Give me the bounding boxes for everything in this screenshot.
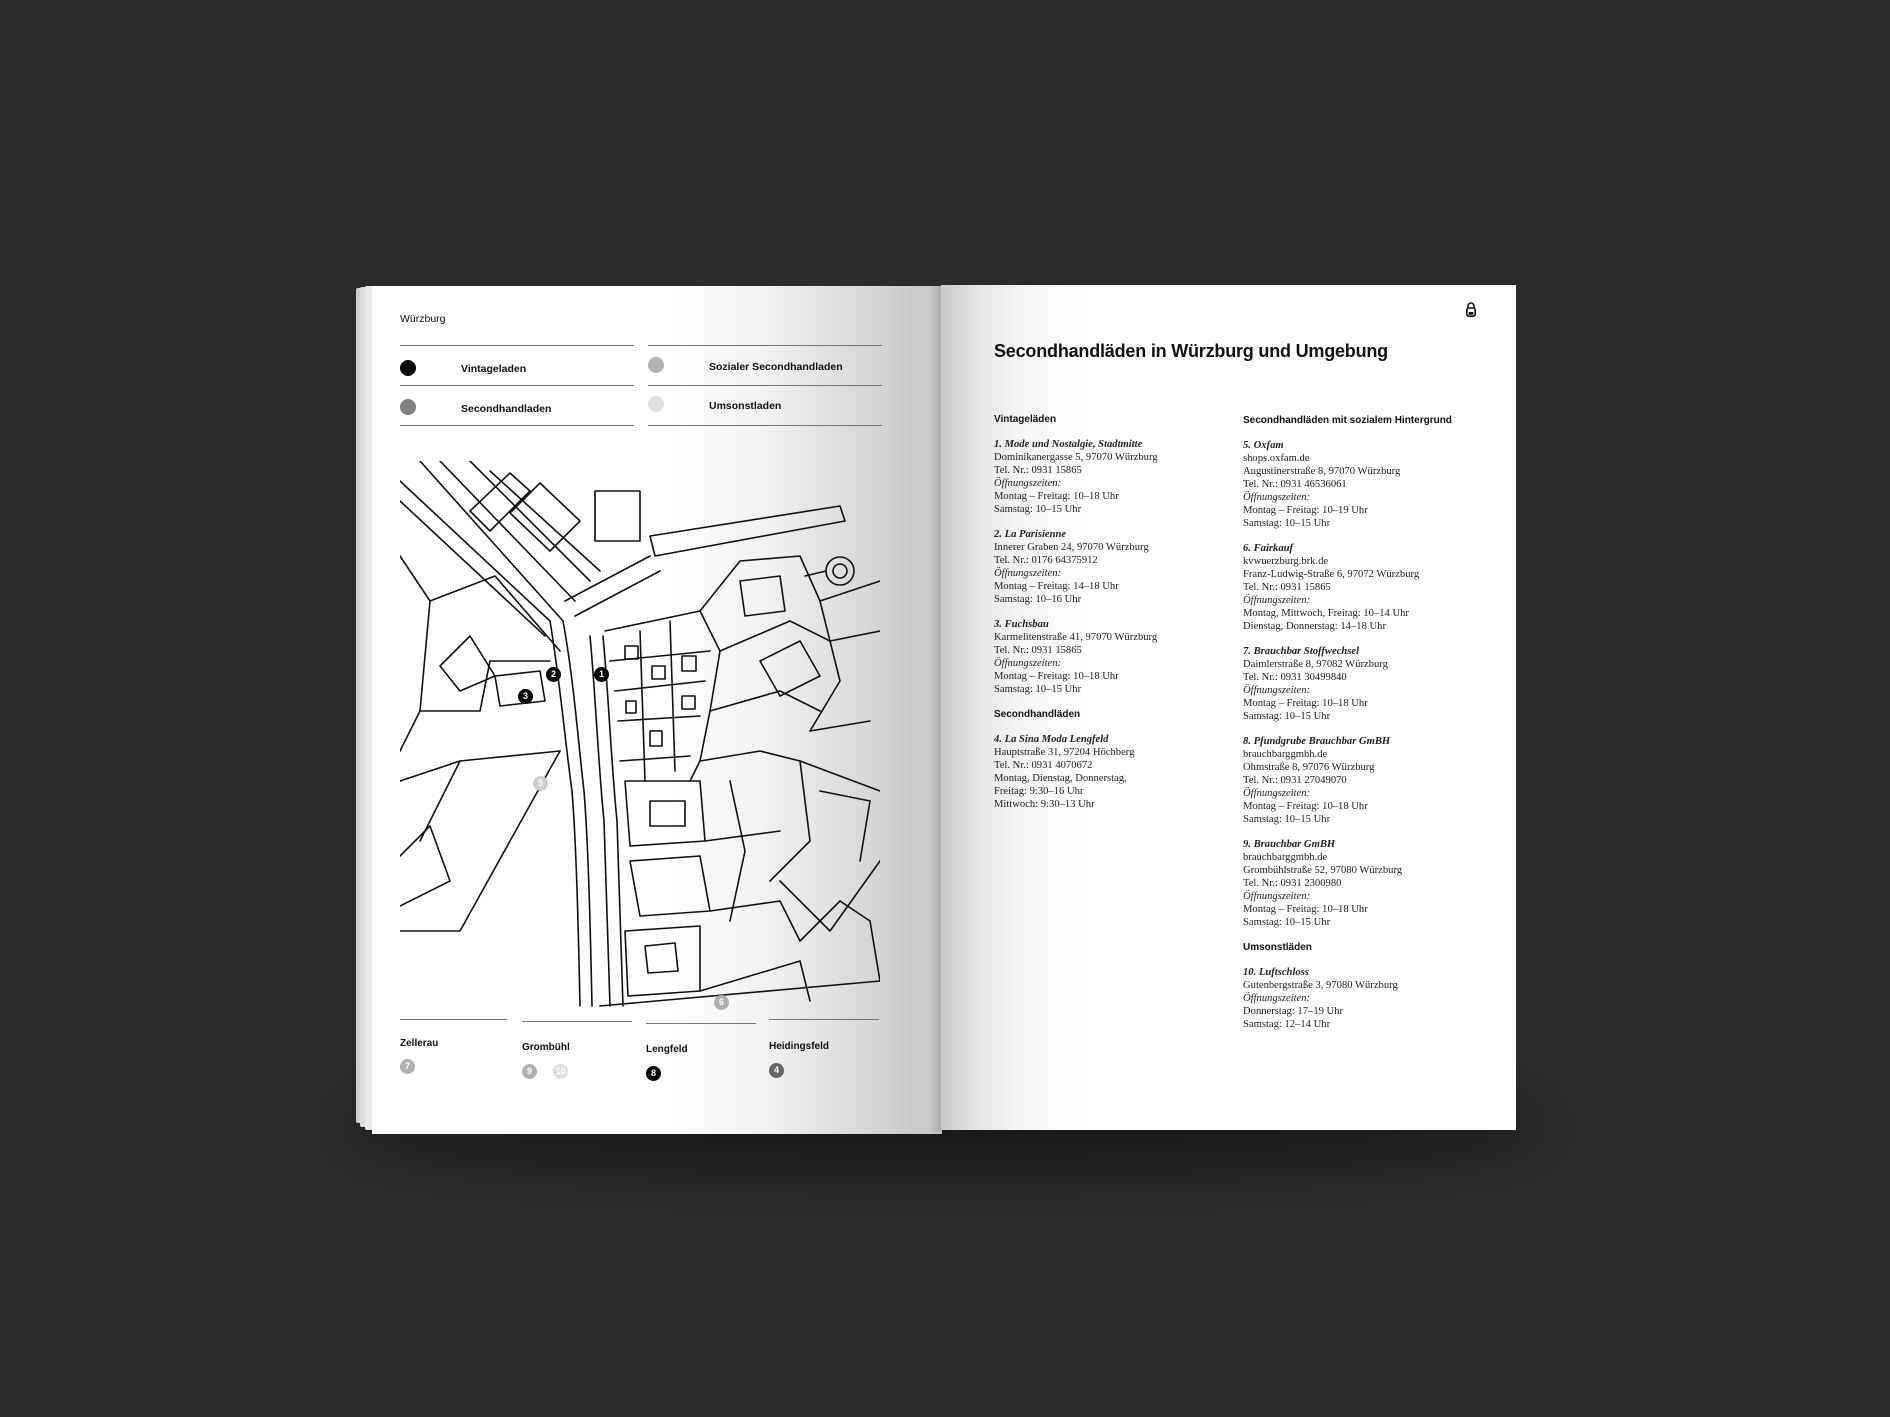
district-rule [400,1019,507,1020]
shop-name: 6. Fairkauf [1243,543,1294,554]
hours-line: Montag – Freitag: 10–18 Uhr [1243,698,1368,709]
shop-name: 9. Brauchbar GmBH [1243,839,1336,850]
legend-rule [400,385,634,386]
hours-label: Öffnungszeiten: [1243,685,1311,696]
shop-phone: Tel. Nr.: 0931 2300980 [1243,878,1342,889]
legend-dot-lightgray-icon [648,357,664,373]
hours-label: Öffnungszeiten: [1243,492,1311,503]
shop-phone: Tel. Nr.: 0176 64375912 [994,555,1098,566]
shop-website[interactable]: brauchbarggmbh.de [1243,852,1328,863]
legend-rule [648,345,882,346]
shop-column-2 [1243,414,1493,1043]
hours-line: Montag – Freitag: 10–18 Uhr [1243,801,1368,812]
shop-entry [994,528,1219,606]
shop-name: 7. Brauchbar Stoffwechsel [1243,646,1360,657]
shop-address: Augustinerstraße 8, 97070 Würzburg [1243,466,1401,477]
hours-line: Samstag: 10–15 Uhr [1243,814,1331,825]
shop-name: 4. La Sina Moda Lengfeld [994,734,1109,745]
shop-address: Karmelitenstraße 41, 97070 Würzburg [994,632,1158,643]
shop-entry [1243,838,1493,929]
shop-phone: Tel. Nr.: 0931 4070672 [994,760,1093,771]
shop-website[interactable]: shops.oxfam.de [1243,453,1310,464]
legend-rule [400,345,634,346]
section-heading: Secondhandläden [994,709,1081,720]
district-label: Zellerau [400,1038,439,1049]
shop-address: Daimlerstraße 8, 97082 Würzburg [1243,659,1388,670]
legend-label: Umsonstladen [709,400,782,412]
hours-line: Montag – Freitag: 14–18 Uhr [994,581,1119,592]
hours-line: Freitag: 9:30–16 Uhr [994,786,1084,797]
shop-address: Hauptstraße 31, 97204 Höchberg [994,747,1135,758]
shop-address: Gutenbergstraße 3, 97080 Würzburg [1243,980,1398,991]
shop-name: 8. Pfundgrube Brauchbar GmBH [1243,736,1391,747]
shop-column-1 [994,413,1219,823]
district-rule [646,1023,756,1024]
district-marker[interactable]: 4 [769,1063,784,1078]
hours-line: Samstag: 12–14 Uhr [1243,1019,1331,1030]
district-label: Lengfeld [646,1044,688,1055]
shop-entry [1243,645,1493,723]
hours-line: Donnerstag: 17–19 Uhr [1243,1006,1344,1017]
map-marker[interactable]: 6 [714,995,729,1010]
hours-line: Montag – Freitag: 10–19 Uhr [1243,505,1368,516]
shop-website[interactable]: kvwuerzburg.brk.de [1243,556,1329,567]
shop-entry [994,733,1219,811]
hours-line: Samstag: 10–16 Uhr [994,594,1082,605]
district-label: Heidingsfeld [769,1041,830,1052]
map-marker[interactable]: 2 [546,667,561,682]
hours-label: Öffnungszeiten: [1243,788,1311,799]
hours-line: Samstag: 10–15 Uhr [1243,711,1331,722]
hours-line: Montag, Dienstag, Donnerstag, [994,773,1127,784]
hours-line: Samstag: 10–15 Uhr [1243,518,1331,529]
hours-label: Öffnungszeiten: [994,568,1062,579]
legend-dot-pale-icon [648,396,664,412]
shop-address: Franz-Ludwig-Straße 6, 97072 Würzburg [1243,569,1420,580]
shop-name: 3. Fuchsbau [994,619,1049,630]
shop-address: Dominikanergasse 5, 97070 Würzburg [994,452,1158,463]
legend-rule [400,425,634,426]
shop-address: Innerer Graben 24, 97070 Würzburg [994,542,1149,553]
shop-entry [994,618,1219,696]
shop-entry [1243,542,1493,633]
shop-phone: Tel. Nr.: 0931 15865 [994,465,1082,476]
hours-line: Mittwoch: 9:30–13 Uhr [994,799,1095,810]
shop-phone: Tel. Nr.: 0931 46536061 [1243,479,1347,490]
district-marker[interactable]: 10 [553,1064,568,1079]
legend-dot-black-icon [400,360,416,376]
shop-entry [1243,735,1493,826]
section-heading: Secondhandläden mit sozialem Hintergrund [1243,415,1452,426]
legend-rule [648,425,882,426]
city-street-map [400,461,880,1011]
hours-label: Öffnungszeiten: [1243,891,1311,902]
shop-name: 1. Mode und Nostalgie, Stadtmitte [994,439,1143,450]
district-marker[interactable]: 8 [646,1066,661,1081]
legend-label: Sozialer Secondhandladen [709,361,843,373]
shop-entry [994,438,1219,516]
district-marker[interactable]: 7 [400,1059,415,1074]
left-page [372,286,942,1134]
hours-line: Samstag: 10–15 Uhr [1243,917,1331,928]
legend-dot-gray-icon [400,399,416,415]
hours-line: Samstag: 10–15 Uhr [994,504,1082,515]
shop-name: 10. Luftschloss [1243,967,1309,978]
district-rule [769,1019,879,1020]
shop-entry [1243,966,1493,1031]
section-heading: Umsonstläden [1243,942,1312,953]
map-marker[interactable]: 3 [518,689,533,704]
section-heading: Vintageläden [994,414,1057,425]
hours-label: Öffnungszeiten: [994,658,1062,669]
shop-entry [1243,439,1493,530]
shop-phone: Tel. Nr.: 0931 30499840 [1243,672,1347,683]
map-marker[interactable]: 1 [594,667,609,682]
hours-line: Samstag: 10–15 Uhr [994,684,1082,695]
shop-phone: Tel. Nr.: 0931 27049070 [1243,775,1347,786]
hours-line: Montag, Mittwoch, Freitag: 10–14 Uhr [1243,608,1409,619]
hours-label: Öffnungszeiten: [1243,595,1311,606]
right-page [941,285,1516,1130]
legend-label: Secondhandladen [461,403,552,415]
shop-website[interactable]: brauchbarggmbh.de [1243,749,1328,760]
shop-phone: Tel. Nr.: 0931 15865 [994,645,1082,656]
page-header: Würzburg [400,313,446,325]
legend-label: Vintageladen [461,363,527,375]
shop-address: Grombühlstraße 52, 97080 Würzburg [1243,865,1403,876]
hours-label: Öffnungszeiten: [1243,993,1311,1004]
hours-line: Montag – Freitag: 10–18 Uhr [1243,904,1368,915]
legend-rule [648,385,882,386]
shop-address: Ohmstraße 8, 97076 Würzburg [1243,762,1375,773]
district-label: Grombühl [522,1042,570,1053]
shop-phone: Tel. Nr.: 0931 15865 [1243,582,1331,593]
district-marker[interactable]: 9 [522,1064,537,1079]
shop-name: 2. La Parisienne [994,529,1067,540]
map-marker[interactable]: 5 [533,776,548,791]
lock-icon [1466,302,1476,317]
hours-line: Dienstag, Donnerstag: 14–18 Uhr [1243,621,1386,632]
hours-line: Montag – Freitag: 10–18 Uhr [994,491,1119,502]
shop-name: 5. Oxfam [1243,440,1284,451]
hours-label: Öffnungszeiten: [994,478,1062,489]
page-title: Secondhandläden in Würzburg und Umgebung [994,341,1388,361]
district-rule [522,1021,632,1022]
hours-line: Montag – Freitag: 10–18 Uhr [994,671,1119,682]
